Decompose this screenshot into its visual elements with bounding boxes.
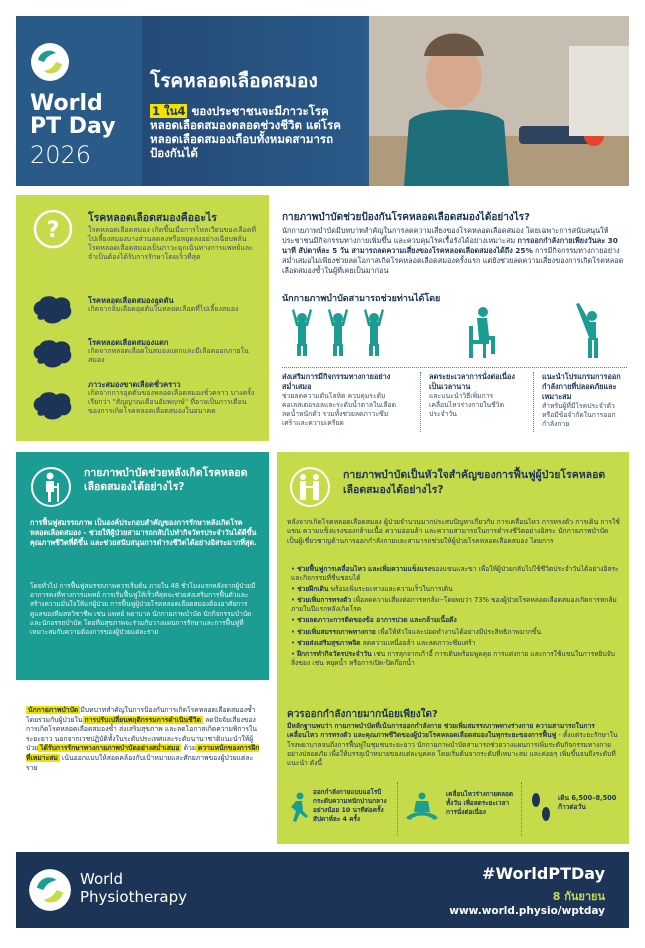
- recovery-bullet: • ฝึกการทำกิจวัตรประจำวัน เช่น การลุกจากเก้าอี้ การเดินพร้อมพูดคุย การแต่งกาย และการใช้แขนในการหยิบจับสิ่งของ เช่น หยุดน้ำ หรือการเปิด-ปิดก๊อกน้ำ: [291, 649, 615, 667]
- footer-url[interactable]: www.world.physio/wptday: [449, 905, 605, 917]
- therapist-patient-icon: [289, 466, 331, 508]
- recovery-bullet: • ช่วยส่งเสริมสุขภาพจิต ลดความเหนื่อยล้า และลดภาวะซึมเศร้า: [291, 638, 476, 647]
- tia-title: ภาวะสมองขาดเลือดชั่วคราว: [88, 380, 181, 389]
- recovery-title: กายภาพบำบัดเป็นหัวใจสำคัญของการฟื้นฟูผู้ป่วยโรคหลอดเลือดสมองได้อย่างไร?: [343, 469, 606, 496]
- tip-steps: [521, 782, 621, 836]
- prevent-col-3-title: แนะนำโปรแกรมการออกกำลังกายที่ปลอดภัยและเหมาะสม: [542, 372, 621, 401]
- bullet-text: เพื่อให้หัวใจและปอดทำงานได้อย่างมีประสิทธิภาพมากขึ้น: [375, 627, 542, 636]
- bullet-bold: ช่วยเพิ่มสมรรถภาพทางกาย: [297, 627, 376, 636]
- brain-hemorrhage-icon: [32, 339, 74, 369]
- hemorrhagic-title: โรคหลอดเลือดสมองแตก: [88, 338, 169, 347]
- stretching-icon: [570, 302, 610, 360]
- pt-role-t-6: ด้วย: [181, 744, 196, 753]
- prevent-title: กายภาพบำบัดช่วยป้องกันโรคหลอดเลือดสมองได้อย่างไร?: [282, 212, 530, 223]
- bullet-bold: ช่วยเพิ่มการทรงตัว: [297, 596, 352, 605]
- header-photo-band: [142, 16, 629, 186]
- brain-icon: [32, 295, 74, 325]
- pt-role-t-8: เน้นออกแบบให้สอดคล้องกับเป้าหมายและศักยภาพของผู้ป่วยแต่ละราย: [26, 753, 254, 772]
- bullet-text: ลดความเหนื่อยล้า และลดภาวะซึมเศร้า: [360, 638, 476, 647]
- bullet-text: ของแขนและขา เพื่อให้ผู้ป่วยกลับไปใช้ชีวิตประจำวันได้อย่างอิสระและกิจกรรมที่ชื่นชอบได้: [291, 565, 619, 583]
- bullet-bold: ฝึกการทำกิจวัตรประจำวัน: [297, 649, 372, 658]
- pt-role-hl-1: นักกายภาพบำบัด: [28, 706, 79, 714]
- world-pt-day-logo-icon: [30, 42, 70, 82]
- after-body: โดยทั่วไป การฟื้นฟูสมรรถภาพควรเริ่มต้น ภายใน 48 ชั่วโมงแรกหลังจากผู้ป่วยมีอาการคงที่ทางการแพทย์ การเริ่มฟื้นฟูให้เร็วที่สุดจะช่วยส่งเสริมการฟื้นตัวและสร้างความมั่นใจให้แก่ผู้ป่วย การฟื้นฟูผู้ป่วยโรคหลอดเลือดสมองต้องอาศัยการดูแลของทีมสหวิชาชีพ เช่น แพทย์ พยาบาล นักกายภาพบำบัด นักกิจกรรมบำบัด และนักอรรถบำบัด โดยทีมสุขภาพจะร่วมกับวางแผนการรักษาและการฟื้นฟูที่เหมาะสมกับความต้องการของผู้ป่วยแต่ละราย: [30, 582, 256, 637]
- after-stroke-panel: [16, 452, 269, 680]
- tip-aerobic-text: ออกกำลังกายแบบแอโรบิกระดับความหนักปานกลาง อย่างน้อย 10 นาทีต่อครั้ง สัปดาห์ละ 4 ครั้ง: [313, 788, 387, 823]
- sitting-chair-icon: [465, 306, 499, 360]
- hemorrhagic-body: เกิดจากหลอดเลือดในสมองแตกและมีเลือดออกภายในสมอง: [88, 347, 249, 364]
- recovery-bullet: • ช่วยฝึกเดิน พร้อมเพิ่มระยะทางและความเร็วในการเดิน: [291, 585, 453, 594]
- after-title: กายภาพบำบัดช่วยหลังเกิดโรคหลอดเลือดสมองได้อย่างไร?: [84, 467, 248, 493]
- after-bold: การฟื้นฟูสมรรถภาพ เป็นองค์ประกอบสำคัญของการรักษาหลังเกิดโรคหลอดเลือดสมอง - ช่วยให้ผู้ป่วยสามารถกลับไปทำกิจวัตรประจำวันได้ดีขึ้น คุณภาพชีวิตที่ดีขึ้น และช่วยสนับสนุนการดำรงชีวิตได้อย่างอิสระมากที่สุด.: [30, 518, 257, 547]
- exercise-rest: - ตั้งแต่ระยะรักษาในโรงพยาบาลจนถึงการฟื้นฟูในชุมชนระยะยาว นักกายภาพบำบัดสามารถช่วยวางแผนการเพิ่มระดับกิจกรรมทางกายอย่างปลอดภัย เพื่อให้บรรลุเป้าหมายของแต่ละบุคคล โดยเริ่มต้นจากระดับที่เหมาะสม และค่อยๆ เพิ่มขึ้นจนถึงระดับที่แนะนำ ดังนี้: [287, 731, 618, 768]
- footer-campaign: [449, 864, 605, 917]
- what-is-stroke-panel: [16, 195, 269, 441]
- recovery-bullet: • ช่วยลดภาวะการติดของข้อ อาการปวด และกล้ามเนื้อตึง: [291, 616, 457, 625]
- footer-hashtag: #WorldPTDay: [482, 864, 605, 883]
- bullet-bold: ช่วยลดภาวะการติดของข้อ อาการปวด และกล้ามเนื้อตึง: [297, 616, 457, 625]
- world-physiotherapy-logo-icon: [28, 868, 72, 912]
- footsteps-icon: [530, 790, 552, 826]
- svg-text:?: ?: [46, 218, 60, 243]
- stat-highlight: 1 ใน4: [152, 104, 186, 118]
- tip-steps-text: เดิน 6,500–8,500 ก้าวต่อวัน: [558, 794, 617, 811]
- prevent-body-2: การมีกิจกรรมทางกายอย่างสม่ำเสมอไม่เพียงช่วยลดโอกาสเกิดโรคหลอดเลือดสมองครั้งแรก แต่ยังช่วยลดความเสี่ยงของการเกิดโรคหลอดเลือดสมองซ้ำในผู้ที่เคยเป็นมาก่อน: [282, 246, 624, 275]
- logo-year: 2026: [30, 141, 92, 169]
- pt-role-text: [26, 706, 262, 773]
- exercise-title: ควรออกกำลังกายมากน้อยเพียงใด?: [287, 709, 438, 720]
- exercise-bold: มีหลักฐานพบว่า กายภาพบำบัดที่เน้นการออกกำลังกาย ช่วยเพิ่มสมรรถภาพทางร่างกาย ความสามารถในการเคลื่อนไหว การทรงตัว และคุณภาพชีวิตของผู้ป่วยโรคหลอดเลือดสมองในทุกระยะของการฟื้นฟู: [287, 722, 595, 740]
- prevent-col-1-title: ส่งเสริมการมีกิจกรรมทางกายอย่างสม่ำเสมอ: [282, 372, 391, 391]
- pt-role-hl-7: ความหนักของการฝึกที่เหมาะสม: [26, 744, 260, 762]
- prevent-body-1: นักกายภาพบำบัดมีบทบาทสำคัญในการลดความเสี่ยงของโรคหลอดเลือดสมอง โดยเฉพาะการสนับสนุนให้ประชาชนมีกิจกรรมทางกายเพิ่มขึ้น และควบคุมโรคเรื้อรังได้อย่างเหมาะสม: [282, 226, 609, 245]
- stat-text: ของประชาชนจะมีภาวะโรคหลอดเลือดสมองตลอดช่วงชีวิต แต่โรคหลอดเลือดสมองเกือบทั้งหมดสามารถป้องกันได้: [150, 104, 341, 160]
- prevent-subtitle: นักกายภาพบำบัดสามารถช่วยท่านได้โดย: [282, 294, 441, 304]
- prevent-col-3-body: สำหรับผู้ที่มีโรคประจำตัวหรือมีข้อจำกัดในการออกกำลังกาย: [542, 402, 616, 428]
- what-is-body: โรคหลอดเลือดสมอง เกิดขึ้นเมื่อการไหลเวียนของเลือดที่ไปเลี้ยงสมองบางส่วนลดลงหรือหยุดลงอย่างเฉียบพลัน โรคหลอดเลือดสมองเป็นภาวะฉุกเฉินทางการแพทย์และจำเป็นต้องได้รับการรักษาโดยเร็วที่สุด: [88, 226, 256, 261]
- what-is-title: โรคหลอดเลือดสมองคืออะไร: [88, 212, 217, 224]
- prevent-col-2-body: และแนะนำวิธีเพิ่มการเคลื่อนไหวร่างกายในชีวิตประจำวัน: [429, 392, 504, 418]
- recovery-bullet: • ช่วยเพิ่มสมรรถภาพทางกาย เพื่อให้หัวใจและปอดทำงานได้อย่างมีประสิทธิภาพมากขึ้น: [291, 627, 542, 636]
- footer-org-line-1: World: [80, 870, 123, 888]
- elderly-walker-icon: [30, 466, 72, 508]
- bullet-bold: ช่วยส่งเสริมสุขภาพจิต: [297, 638, 361, 647]
- question-mark-icon: [33, 209, 73, 249]
- recovery-bullet: • ช่วยฟื้นฟูการเคลื่อนไหว และเพิ่มความแข็งแรงของแขนและขา เพื่อให้ผู้ป่วยกลับไปใช้ชีวิตประจำวันได้อย่างอิสระและกิจกรรมที่ชื่นชอบได้: [291, 565, 619, 583]
- prevent-body-bold: การออกกำลังกายเพียงวันละ 30 นาที สัปดาห์ละ 5 วัน สามารถลดความเสี่ยงของโรคหลอดเลือดสมองได้ถึง 25%: [282, 236, 618, 255]
- tip-aerobic: [287, 782, 387, 836]
- tip-move: [397, 782, 515, 836]
- reduce-sitting-icon: [404, 792, 440, 824]
- footer-org: [80, 870, 187, 906]
- running-icon: [287, 792, 309, 826]
- bullet-bold: ช่วยฟื้นฟูการเคลื่อนไหว และเพิ่มความแข็งแรง: [297, 565, 431, 573]
- prevent-col-1: [282, 372, 402, 428]
- header-stat: [150, 104, 350, 160]
- footer-org-line-2: Physiotherapy: [80, 888, 187, 906]
- bullet-text: เช่น การลุกจากเก้าอี้ การเดินพร้อมพูดคุย การแต่งกาย และการใช้แขนในการหยิบจับสิ่งของ เช่น หยุดน้ำ หรือการเปิด-ปิดก๊อกน้ำ: [291, 649, 615, 667]
- ischemic-title: โรคหลอดเลือดสมองอุดตัน: [88, 296, 174, 305]
- prevent-body: [282, 226, 627, 276]
- recovery-bullet: • ช่วยเพิ่มการทรงตัว เพื่อลดความเสี่ยงต่อการหกล้ม--โดยพบว่า 73% ของผู้ป่วยโรคหลอดเลือดสมองเกิดการหกล้มภายในปีแรกหลังเกิดโรค: [291, 596, 617, 614]
- therapy-photo-image: [369, 16, 629, 186]
- pt-role-hl-3: การปรับเปลี่ยนพฤติกรรมการดำเนินชีวิต: [84, 715, 201, 724]
- bullet-text: พร้อมเพิ่มระยะทางและความเร็วในการเดิน: [328, 585, 453, 594]
- recovery-panel: [277, 452, 629, 844]
- pt-role-t-4: ลดปัจจัยเสี่ยงของการเกิดโรคหลอดเลือดสมองซ้ำ ส่งเสริมสุขภาพ และลดโอกาสเกิดความพิการในระยะยาว นอกจากเวชปฏิบัติทั้งในระดับประเทศและระดับนานาชาติแนะนำให้ผู้ป่วย: [26, 715, 257, 753]
- footer: [16, 852, 629, 928]
- pt-role-t-2: มีบทบาทสำคัญในการป้องกันการเกิดโรคหลอดเลือดสมองซ้ำ โดยร่วมกับผู้ป่วยใน: [26, 706, 256, 724]
- tip-move-text: เคลื่อนไหวร่างกายตลอดทั้งวัน เพื่อลดระยะเวลาการนั่งต่อเนื่อง: [446, 790, 513, 816]
- footer-date: 8 กันยายน: [552, 890, 605, 903]
- ischemic-body: เกิดจากลิ่มเลือดอุดตันในหลอดเลือดที่ไปเลี้ยงสมอง: [88, 305, 239, 313]
- recovery-intro: หลังจากเกิดโรคหลอดเลือดสมอง ผู้ป่วยจำนวนมากประสบปัญหาเกี่ยวกับ การเคลื่อนไหว การทรงตัว การเดิน การใช้แขน ความแข็งแรงของกล้ามเนื้อ ความอ่อนล้า และความสามารถในการดำรงชีวิตอย่างอิสระ นักกายภาพบำบัด เป็นผู้เชี่ยวชาญด้านการออกกำลังกายและสามารถช่วยให้ผู้ป่วยโรคหลอดเลือดสมอง โดยการ: [287, 518, 620, 545]
- logo-line-1: World: [30, 91, 103, 116]
- bullet-text: เพื่อลดความเสี่ยงต่อการหกล้ม--โดยพบว่า 73% ของผู้ป่วยโรคหลอดเลือดสมองเกิดการหกล้มภายในปีแรกหลังเกิดโรค: [291, 596, 617, 614]
- group-exercise-icon: [288, 308, 388, 358]
- tia-body: เกิดจากการอุดตันของหลอดเลือดสมองชั่วคราว บางครั้งเรียกว่า "สัญญาณเตือนอัมพฤกษ์" ที่อาจเป็นการเตือนของการเกิดโรคหลอดเลือดสมองในอนาคต: [88, 389, 255, 415]
- logo-line-2: PT Day: [30, 114, 116, 139]
- prevent-divider: [282, 367, 627, 368]
- prevent-col-2-title: ลดระยะเวลาการนั่งต่อเนื่องเป็นเวลานาน: [429, 372, 515, 391]
- logo-wordmark: [30, 92, 116, 138]
- prevent-col-1-body: ช่วยลดความดันโลหิต ควบคุมระดับคอเลสเตอรอลและระดับน้ำตาลในเลือด ลดน้ำหนักตัว รวมทั้งช่วยลดภาวะซึมเศร้าและความเครียด: [282, 392, 397, 427]
- exercise-body: [287, 722, 621, 768]
- prevent-col-2: [420, 372, 520, 432]
- prevent-col-3: [533, 372, 627, 432]
- brain-tia-icon: [32, 391, 74, 421]
- page-title: โรคหลอดเลือดสมอง: [150, 70, 318, 92]
- recovery-bullets: [291, 565, 621, 670]
- bullet-bold: ช่วยฝึกเดิน: [297, 585, 329, 594]
- pt-role-hl-5: ได้รับการรักษาทางกายภาพบำบัดอย่างสม่ำเสมอ: [40, 744, 180, 753]
